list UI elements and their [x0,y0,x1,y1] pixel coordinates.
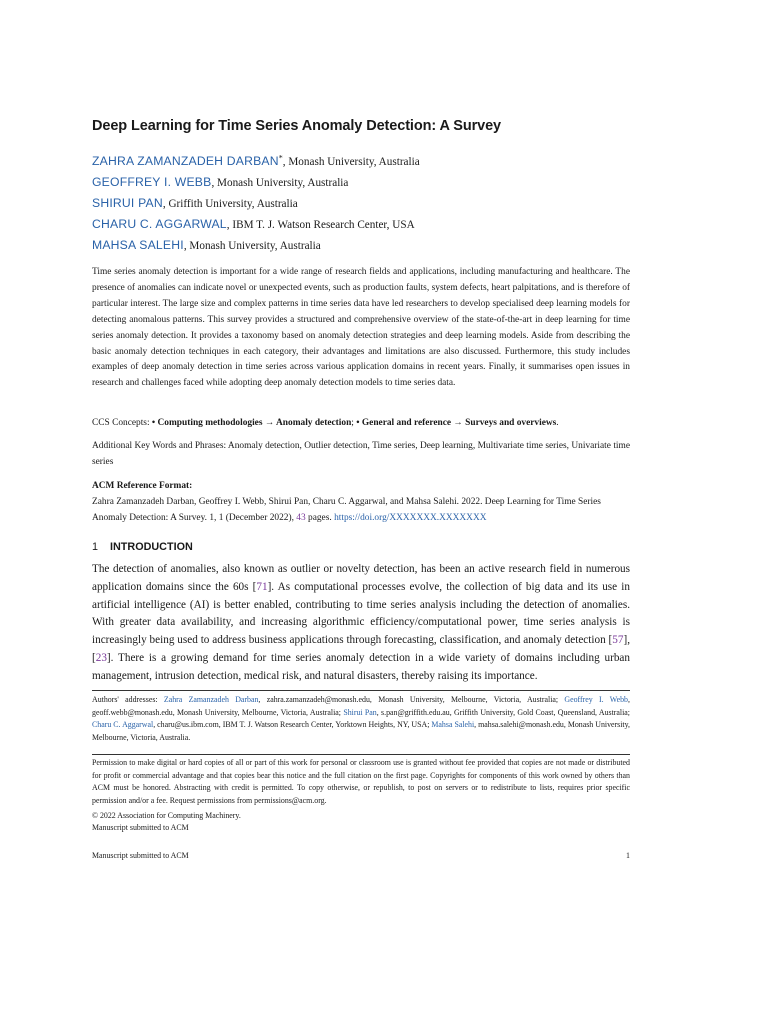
section-number: 1 [92,541,99,553]
intro-text: ]. As computational processes evolve, the collection of big data and its use in artificial intelligence (AI) is better enabled, contributing to time series analysis including the detection of anomalies. With greater data availability, and increasing algorithmic efficiency/computational power, time series analysis is increasingly being used to address business applications through forecasting, classification, and anomaly detection [ [92,580,630,647]
ccs-separator: ; [351,418,357,428]
citation-link[interactable]: 71 [256,580,268,593]
author-affiliation: , Griffith University, Australia [162,198,298,210]
citation-link[interactable]: 57 [612,634,624,647]
author-address-link[interactable]: Mahsa Salehi [431,720,475,730]
permission-notice: Permission to make digital or hard copies of all or part of this work for personal or classroom use is granted without fee provided that copies are not made or distributed for profit or commercial advantage and that copies bear this notice and the full citation on the first page. Copyrights for components of this work owned by others than ACM must be honored. Abstracting with credit is permitted. To copy otherwise, or republish, to post on servers or to redistribute to lists, requires prior specific permission and/or a fee. Request permissions from permissions@acm.org. [92,758,630,805]
page-count-link[interactable]: 43 [296,513,306,523]
author-entry [92,214,630,235]
footnote-divider [92,690,630,691]
ccs-end: . [556,418,559,428]
keywords: Additional Key Words and Phrases: Anomaly detection, Outlier detection, Time series, Deep learning, Multivariate time series, Univariate time series [92,441,630,467]
acm-reference-pages-suffix: pages. [305,513,335,523]
author-name[interactable]: SHIRUI PAN [92,196,163,210]
addresses-prefix: Authors' addresses: [92,695,164,704]
author-address-link[interactable]: Shirui Pan [343,707,377,717]
citation-link[interactable]: 23 [95,651,107,664]
section-heading [92,541,630,553]
paper-title: Deep Learning for Time Series Anomaly Detection: A Survey [92,118,502,134]
author-affiliation: , Monash University, Australia [183,240,321,252]
intro-text: ], [ [92,634,630,664]
address-text: , charu@us.ibm.com, IBM T. J. Watson Research Center, Yorktown Heights, NY, USA; [153,720,432,730]
page-number: 1 [626,851,630,860]
ccs-concept: • General and reference → Surveys and overviews [356,418,557,428]
author-entry [92,193,630,214]
intro-text: The detection of anomalies, also known as outlier or novelty detection, has been an active research field in numerous application domains since the 60s [ [92,563,630,593]
introduction-paragraph [92,561,630,686]
author-name[interactable]: GEOFFREY I. WEBB [92,175,212,189]
ccs-concepts [92,415,630,431]
permission-divider [92,754,630,755]
intro-text: ]. There is a growing demand for time series anomaly detection in a wide variety of domains including urban management, intrusion detection, medical risk, and natural disasters, thereby raising its importance. [92,651,630,682]
abstract: Time series anomaly detection is important for a wide range of research fields and applications, including manufacturing and healthcare. The presence of anomalies can indicate novel or unexpected events, such as production faults, system defects, heart palpitations, and is therefore of particular interest. The large size and complex patterns in time series data have led researchers to develop specialised deep learning models for detecting anomalous patterns. This survey provides a structured and comprehensive overview of the state-of-the-art in deep learning for time series anomaly detection. It provides a taxonomy based on anomaly detection strategies and deep learning models. Aside from describing the basic anomaly detection techniques in each category, their advantages and limitations are also discussed. Furthermore, this study includes examples of deep anomaly detection in time series across various application domains in recent years. Finally, it summarises open issues in research and challenges faced while adopting deep anomaly detection models to time series data. [92,267,630,389]
author-name[interactable]: ZAHRA ZAMANZADEH DARBAN [92,154,279,168]
address-text: , zahra.zamanzadeh@monash.edu, Monash University, Melbourne, Victoria, Australia; [258,695,565,704]
doi-link[interactable]: https://doi.org/XXXXXXX.XXXXXXX [334,513,487,523]
authors-addresses [92,694,630,744]
acm-reference-text: Zahra Zamanzadeh Darban, Geoffrey I. Webb, Shirui Pan, Charu C. Aggarwal, and Mahsa Salehi. 2022. Deep Learning for Time Series Anomaly Detection: A Survey. 1, 1 (December 2022), [92,497,601,523]
author-address-link[interactable]: Charu C. Aggarwal [92,720,154,730]
address-text: , s.pan@griffith.edu.au, Griffith University, Gold Coast, Queensland, Australia; [376,707,630,717]
author-entry [92,172,630,193]
author-name[interactable]: CHARU C. AGGARWAL [92,217,227,231]
address-text: , geoff.webb@monash.edu, Monash University, Melbourne, Victoria, Australia; [92,695,630,717]
ccs-concept: • Computing methodologies → Anomaly detection [151,418,352,428]
manuscript-note: Manuscript submitted to ACM [92,823,189,832]
author-address-link[interactable]: Zahra Zamanzadeh Darban [163,695,259,704]
footer-manuscript-note: Manuscript submitted to ACM [92,851,189,860]
section-title: INTRODUCTION [110,541,193,553]
ccs-label: CCS Concepts: [92,418,152,428]
address-text: , mahsa.salehi@monash.edu, Monash University, Melbourne, Victoria, Australia. [92,720,631,742]
author-name[interactable]: MAHSA SALEHI [92,238,184,252]
author-address-link[interactable]: Geoffrey I. Webb [564,695,628,704]
author-affiliation: , Monash University, Australia [211,177,349,189]
corresponding-author-marker: * [278,153,283,163]
acm-reference-format [92,478,630,526]
author-entry [92,235,630,256]
copyright-line: © 2022 Association for Computing Machinery. [92,811,241,820]
author-affiliation: , Monash University, Australia [282,156,420,168]
author-list [92,151,630,256]
acm-reference-heading: ACM Reference Format: [92,481,193,491]
author-affiliation: , IBM T. J. Watson Research Center, USA [226,219,415,231]
author-entry [92,151,630,172]
